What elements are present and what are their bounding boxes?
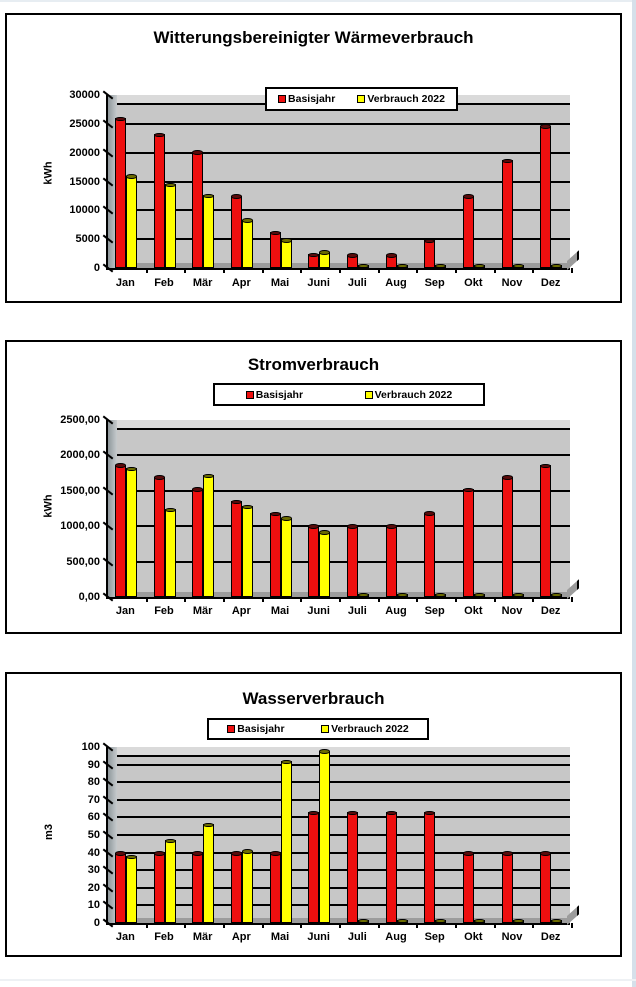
bar-verbrauch-2022-apr (242, 506, 253, 597)
x-axis-tick (146, 268, 148, 273)
chart-legend (207, 718, 429, 740)
x-tick-label: Juli (347, 605, 367, 617)
x-axis-tick (146, 597, 148, 602)
bar-basisjahr-jan (115, 118, 126, 268)
x-axis-tick (378, 923, 380, 928)
bar-verbrauch-2022-juni (319, 532, 330, 597)
bar-top-cap (203, 823, 214, 828)
x-tick-label: Mai (270, 605, 290, 617)
bar-top-cap (474, 919, 485, 924)
bar-verbrauch-2022-juli (358, 920, 369, 923)
plot-ceiling (108, 747, 570, 757)
chart-title: Wasserverbrauch (242, 689, 385, 708)
bar-top-cap (397, 593, 408, 598)
x-tick-label: Nov (501, 277, 523, 289)
page-edge-top (0, 0, 636, 2)
x-axis-tick (146, 923, 148, 928)
x-axis-tick (532, 923, 534, 928)
bar-verbrauch-2022-jan (126, 176, 137, 268)
y-tick-label: 10000 (69, 204, 100, 217)
x-tick-label: Aug (385, 277, 407, 289)
y-tick-label: 70 (87, 793, 100, 806)
x-axis-tick (571, 923, 573, 928)
bar-verbrauch-2022-m-r (203, 824, 214, 923)
x-tick-label: Juni (307, 277, 330, 289)
x-axis-tick (571, 268, 573, 273)
x-axis-tick (455, 597, 457, 602)
x-tick-label: Apr (231, 931, 251, 943)
bar-top-cap (242, 505, 253, 510)
x-axis-tick (223, 923, 225, 928)
x-axis-tick (494, 923, 496, 928)
bar-verbrauch-2022-sep (435, 594, 446, 597)
bar-top-cap (347, 811, 358, 816)
bar-basisjahr-okt (463, 196, 474, 268)
bar-verbrauch-2022-feb (165, 509, 176, 597)
bar-top-cap (308, 524, 319, 529)
bar-top-cap (424, 239, 435, 244)
bar-top-cap (231, 851, 242, 856)
bar-top-cap (474, 264, 485, 269)
x-tick-label: Mär (192, 277, 213, 289)
bar-top-cap (347, 524, 358, 529)
bar-top-cap (463, 194, 474, 199)
legend-swatch-basisjahr (246, 391, 254, 399)
bar-basisjahr-jan (115, 853, 126, 923)
bar-verbrauch-2022-okt (474, 920, 485, 923)
bar-verbrauch-2022-mai (281, 240, 292, 268)
bar-basisjahr-juni (308, 812, 319, 923)
bar-basisjahr-mai (270, 853, 281, 923)
x-tick-label: Mär (192, 931, 213, 943)
y-tick-label: 2500,00 (60, 414, 100, 426)
bar-verbrauch-2022-mai (281, 518, 292, 597)
x-axis-tick (300, 923, 302, 928)
bar-top-cap (126, 467, 137, 472)
x-tick-label: Feb (154, 277, 174, 289)
x-axis-tick (223, 268, 225, 273)
legend-item-basisjahr (246, 389, 303, 401)
x-axis-tick (184, 923, 186, 928)
legend-item-verbrauch-2022 (365, 389, 453, 401)
x-tick-label: Apr (231, 277, 251, 289)
bar-top-cap (540, 851, 551, 856)
legend-swatch-basisjahr (278, 95, 286, 103)
bar-verbrauch-2022-apr (242, 851, 253, 923)
bar-top-cap (308, 253, 319, 258)
y-tick-label: 25000 (69, 117, 100, 130)
bar-verbrauch-2022-jan (126, 468, 137, 597)
bar-top-cap (397, 919, 408, 924)
y-tick-label: 90 (87, 758, 100, 771)
bar-top-cap (242, 849, 253, 854)
bar-top-cap (424, 511, 435, 516)
bar-basisjahr-juni (308, 254, 319, 268)
legend-swatch-verbrauch-2022 (365, 391, 373, 399)
plot-area (106, 747, 570, 925)
bar-top-cap (270, 512, 281, 517)
bar-top-cap (435, 264, 446, 269)
bar-basisjahr-apr (231, 501, 242, 597)
bar-verbrauch-2022-juli (358, 265, 369, 268)
bar-top-cap (308, 811, 319, 816)
bar-basisjahr-nov (502, 160, 513, 268)
bar-top-cap (463, 488, 474, 493)
bar-basisjahr-aug (386, 255, 397, 268)
bar-top-cap (435, 919, 446, 924)
x-tick-label: Sep (424, 931, 445, 943)
bar-verbrauch-2022-dez (551, 265, 562, 268)
x-axis-tick (223, 597, 225, 602)
bar-top-cap (165, 508, 176, 513)
bar-top-cap (242, 218, 253, 223)
bar-top-cap (463, 851, 474, 856)
bar-verbrauch-2022-dez (551, 594, 562, 597)
y-tick-label: 80 (87, 776, 100, 789)
x-axis-tick (532, 268, 534, 273)
legend-label-basisjahr: Basisjahr (255, 388, 304, 401)
bar-top-cap (231, 194, 242, 199)
bar-top-cap (231, 500, 242, 505)
bar-top-cap (126, 174, 137, 179)
bar-basisjahr-dez (540, 126, 551, 268)
bar-verbrauch-2022-aug (397, 594, 408, 597)
x-axis-tick (184, 268, 186, 273)
bar-verbrauch-2022-feb (165, 184, 176, 268)
y-tick-label: 20000 (69, 146, 100, 159)
x-axis-tick (416, 597, 418, 602)
bar-basisjahr-sep (424, 240, 435, 268)
bar-top-cap (154, 851, 165, 856)
x-tick-label: Aug (385, 931, 407, 943)
bar-top-cap (551, 593, 562, 598)
bar-basisjahr-m-r (192, 152, 203, 268)
bar-basisjahr-juli (347, 255, 358, 268)
bar-top-cap (347, 253, 358, 258)
x-axis-tick (378, 597, 380, 602)
bar-verbrauch-2022-aug (397, 920, 408, 923)
legend-item-basisjahr (278, 93, 335, 105)
x-axis-tick (416, 923, 418, 928)
chart-legend (265, 87, 458, 111)
bar-top-cap (358, 919, 369, 924)
x-tick-label: Nov (501, 931, 523, 943)
y-tick-label: 40 (87, 846, 100, 859)
gridline (108, 834, 570, 836)
x-axis-tick (494, 597, 496, 602)
y-tick-label: 50 (87, 829, 100, 841)
x-tick-label: Dez (540, 931, 561, 943)
bar-top-cap (154, 133, 165, 138)
bar-top-cap (397, 264, 408, 269)
y-tick-label: 0 (93, 917, 100, 929)
y-axis-label: kWh (42, 494, 55, 518)
bar-basisjahr-aug (386, 812, 397, 923)
legend-item-verbrauch-2022 (321, 723, 409, 735)
bar-top-cap (386, 524, 397, 529)
legend-label-verbrauch-2022: Verbrauch 2022 (331, 723, 409, 735)
x-tick-label: Okt (464, 277, 483, 289)
bar-top-cap (502, 159, 513, 164)
plot-area (106, 95, 570, 270)
y-tick-label: 500,00 (66, 555, 100, 568)
bar-top-cap (154, 475, 165, 480)
bar-top-cap (358, 593, 369, 598)
gridline (108, 454, 570, 456)
y-axis-label: m3 (42, 824, 55, 840)
bar-verbrauch-2022-jan (126, 856, 137, 923)
x-tick-label: Mai (270, 277, 290, 289)
bar-basisjahr-juli (347, 812, 358, 923)
x-tick-label: Okt (464, 605, 483, 617)
bar-basisjahr-m-r (192, 853, 203, 923)
bar-basisjahr-feb (154, 477, 165, 597)
x-tick-label: Jan (115, 277, 135, 289)
x-tick-label: Mär (192, 605, 213, 617)
y-tick-label: 60 (87, 811, 100, 824)
bar-basisjahr-mai (270, 232, 281, 268)
bar-basisjahr-nov (502, 853, 513, 923)
bar-basisjahr-dez (540, 853, 551, 923)
bar-top-cap (270, 231, 281, 236)
legend-label-verbrauch-2022: Verbrauch 2022 (374, 388, 453, 401)
chart-legend (213, 383, 485, 406)
x-axis-tick (262, 268, 264, 273)
bar-basisjahr-feb (154, 853, 165, 923)
bar-verbrauch-2022-m-r (203, 475, 214, 597)
y-tick-label: 15000 (69, 175, 100, 188)
bar-verbrauch-2022-sep (435, 920, 446, 923)
x-tick-label: Aug (385, 605, 407, 617)
x-axis-tick (378, 268, 380, 273)
bar-top-cap (319, 530, 330, 535)
bar-verbrauch-2022-juli (358, 594, 369, 597)
bar-top-cap (281, 760, 292, 765)
y-tick-label: 30000 (69, 89, 100, 101)
bar-top-cap (540, 464, 551, 469)
bar-verbrauch-2022-mai (281, 761, 292, 923)
bar-verbrauch-2022-m-r (203, 195, 214, 268)
y-tick-label: 0,00 (78, 591, 100, 603)
x-axis-tick (532, 597, 534, 602)
legend-swatch-basisjahr (227, 725, 235, 733)
bar-basisjahr-juli (347, 526, 358, 598)
bar-top-cap (192, 150, 203, 155)
y-tick-label: 30 (87, 864, 100, 877)
legend-item-verbrauch-2022 (357, 93, 445, 105)
bar-top-cap (270, 851, 281, 856)
x-tick-label: Sep (424, 277, 445, 289)
bar-basisjahr-nov (502, 477, 513, 597)
plot-ceiling (108, 420, 570, 430)
y-tick-label: 2000,00 (60, 449, 100, 462)
bar-basisjahr-okt (463, 853, 474, 923)
bar-verbrauch-2022-feb (165, 840, 176, 923)
legend-label-basisjahr: Basisjahr (237, 723, 285, 735)
x-axis-tick (455, 923, 457, 928)
x-axis-tick (184, 597, 186, 602)
bar-top-cap (513, 919, 524, 924)
gridline (108, 764, 570, 766)
x-tick-label: Juni (307, 605, 330, 617)
y-tick-label: 1000,00 (60, 520, 100, 533)
bar-top-cap (319, 250, 330, 255)
y-tick-label: 100 (81, 741, 100, 753)
y-tick-label: 0 (93, 262, 100, 274)
legend-label-basisjahr: Basisjahr (288, 93, 336, 105)
bar-basisjahr-sep (424, 513, 435, 597)
chart-stromverbrauch (5, 340, 622, 634)
bar-verbrauch-2022-dez (551, 920, 562, 923)
plot-area (106, 420, 570, 599)
bar-top-cap (386, 811, 397, 816)
bar-top-cap (513, 264, 524, 269)
bar-top-cap (165, 839, 176, 844)
bar-verbrauch-2022-okt (474, 594, 485, 597)
bar-verbrauch-2022-nov (513, 265, 524, 268)
x-tick-label: Feb (154, 931, 174, 943)
x-axis-tick (300, 268, 302, 273)
bar-verbrauch-2022-okt (474, 265, 485, 268)
bar-top-cap (281, 516, 292, 521)
x-tick-label: Juli (347, 931, 367, 943)
x-tick-label: Juli (347, 277, 367, 289)
bar-basisjahr-jan (115, 465, 126, 597)
y-tick-label: 1500,00 (60, 484, 100, 497)
gridline (108, 123, 570, 125)
bar-top-cap (115, 117, 126, 122)
bar-top-cap (435, 593, 446, 598)
gridline (108, 799, 570, 801)
x-tick-label: Jan (115, 605, 135, 617)
bar-basisjahr-apr (231, 196, 242, 268)
bar-top-cap (281, 238, 292, 243)
chart-waermeverbrauch (5, 13, 622, 303)
bar-top-cap (513, 593, 524, 598)
bar-top-cap (192, 487, 203, 492)
x-axis-tick (300, 597, 302, 602)
x-tick-label: Sep (424, 605, 445, 617)
x-tick-label: Mai (270, 931, 290, 943)
bar-basisjahr-aug (386, 526, 397, 598)
x-tick-label: Okt (464, 931, 483, 943)
chart-title: Witterungsbereinigter Wärmeverbrauch (153, 28, 474, 47)
x-axis-tick (339, 597, 341, 602)
gridline (108, 152, 570, 154)
bar-top-cap (203, 474, 214, 479)
legend-label-verbrauch-2022: Verbrauch 2022 (367, 93, 445, 105)
bar-top-cap (502, 851, 513, 856)
bar-verbrauch-2022-aug (397, 265, 408, 268)
x-tick-label: Nov (501, 605, 523, 617)
bar-basisjahr-apr (231, 853, 242, 923)
chart-wasserverbrauch (5, 672, 622, 957)
bar-top-cap (319, 749, 330, 754)
y-tick-label: 10 (87, 899, 100, 912)
bar-top-cap (126, 855, 137, 860)
bar-verbrauch-2022-apr (242, 220, 253, 268)
bar-top-cap (540, 124, 551, 129)
x-tick-label: Jan (115, 931, 135, 943)
x-tick-label: Dez (540, 277, 561, 289)
bar-top-cap (192, 851, 203, 856)
bar-top-cap (165, 183, 176, 188)
legend-swatch-verbrauch-2022 (321, 725, 329, 733)
x-tick-label: Feb (154, 605, 174, 617)
x-axis-tick (455, 268, 457, 273)
bar-verbrauch-2022-nov (513, 920, 524, 923)
x-axis-tick (571, 597, 573, 602)
x-tick-label: Juni (307, 931, 330, 943)
bar-top-cap (115, 851, 126, 856)
bar-top-cap (474, 593, 485, 598)
bar-top-cap (424, 811, 435, 816)
gridline (108, 781, 570, 783)
bar-verbrauch-2022-juni (319, 751, 330, 923)
bar-top-cap (551, 919, 562, 924)
gridline (108, 816, 570, 818)
bar-basisjahr-juni (308, 526, 319, 598)
bar-top-cap (203, 194, 214, 199)
legend-swatch-verbrauch-2022 (357, 95, 365, 103)
bar-basisjahr-feb (154, 134, 165, 268)
x-axis-tick (339, 268, 341, 273)
bar-basisjahr-mai (270, 513, 281, 597)
x-axis-tick (262, 923, 264, 928)
page-edge-bottom (0, 979, 636, 981)
chart-title: Stromverbrauch (247, 355, 380, 374)
legend-item-basisjahr (227, 723, 284, 735)
bar-basisjahr-okt (463, 489, 474, 597)
bar-basisjahr-dez (540, 465, 551, 597)
x-axis-tick (262, 597, 264, 602)
y-tick-label: 20 (87, 881, 100, 894)
x-tick-label: Apr (231, 605, 251, 617)
bar-verbrauch-2022-sep (435, 265, 446, 268)
bar-basisjahr-m-r (192, 489, 203, 597)
y-axis-label: kWh (42, 161, 55, 185)
x-axis-tick (494, 268, 496, 273)
y-tick-label: 5000 (75, 233, 100, 246)
bar-basisjahr-sep (424, 812, 435, 923)
bar-verbrauch-2022-nov (513, 594, 524, 597)
x-axis-tick (416, 268, 418, 273)
page-edge-right (632, 0, 636, 987)
bar-top-cap (358, 264, 369, 269)
bar-top-cap (386, 253, 397, 258)
x-axis-tick (339, 923, 341, 928)
bar-top-cap (551, 264, 562, 269)
bar-top-cap (502, 475, 513, 480)
x-tick-label: Dez (540, 605, 561, 617)
bar-top-cap (115, 463, 126, 468)
bar-verbrauch-2022-juni (319, 252, 330, 268)
